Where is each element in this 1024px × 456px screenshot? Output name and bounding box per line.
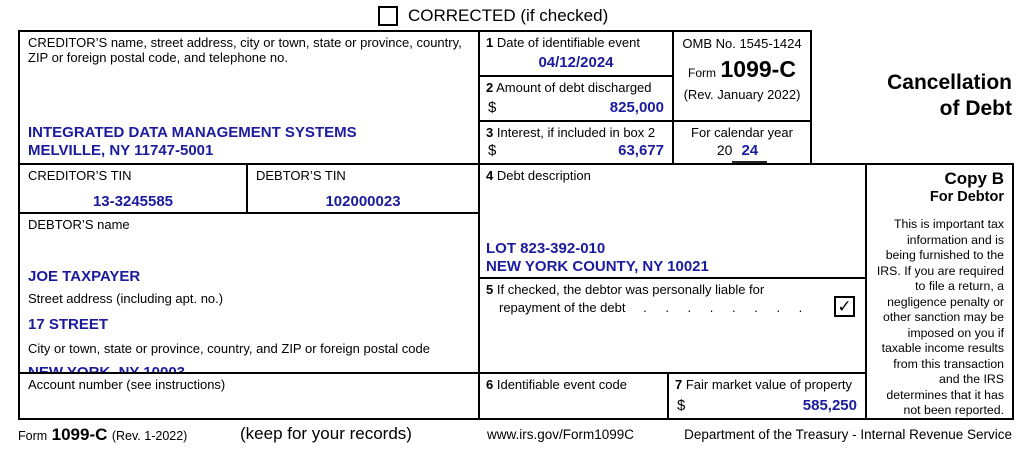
box2-label: Amount of debt discharged [496,80,652,95]
copy-subtitle: For Debtor [929,189,1004,205]
copy-instructions: This is important tax information and is being furnished to the IRS. If you are required to file a return, a negligence penalty or other sanction may be imposed on you if taxable income results from this transaction and the IRS determines that it has not been reported. [876,217,1004,417]
form-title [792,70,1012,122]
omb-form-box [672,30,812,122]
box5-dot-leaders: . . . . . . . . [643,300,803,315]
creditor-name-value: INTEGRATED DATA MANAGEMENT SYSTEMS [28,124,357,141]
box1-number: 1 [486,35,494,50]
checkmark-icon: ✓ [837,297,852,316]
debtor-city-label: City or town, state or province, country, and ZIP or foreign postal code [28,341,430,356]
account-number-label: Account number (see instructions) [28,377,226,392]
box5-liable-checkbox[interactable] [834,296,855,317]
box2-number: 2 [486,80,494,95]
box1-value: 04/12/2024 [538,54,614,71]
copy-b-box [865,163,1014,420]
box7-label: Fair market value of property [685,377,853,392]
box4-value-line1: LOT 823-392-010 [486,240,606,257]
box7-currency-symbol: $ [677,397,686,414]
creditor-info-label: CREDITOR’S name, street address, city or town, state or province, country, ZIP or foreign postal code, and telephone no. [28,35,462,65]
box5-label-line1: If checked, the debtor was personally liable for [496,282,765,297]
corrected-checkbox[interactable] [378,6,398,26]
box7-value: 585,250 [802,397,857,414]
footer-form-id [18,425,187,445]
box1-label: Date of identifiable event [496,35,640,50]
box4-value-line2: NEW YORK COUNTY, NY 10021 [486,258,709,275]
footer-irs-url: www.irs.gov/Form1099C [487,427,635,442]
form-number-line [678,56,806,83]
creditor-tin-value: 13-3245585 [92,193,174,210]
box3-interest-included [478,120,674,165]
footer-agency: Department of the Treasury - Internal Revenue Service [684,427,1012,442]
box3-currency-symbol: $ [488,142,497,159]
creditor-address-value: MELVILLE, NY 11747-5001 [28,142,214,159]
box3-value: 63,677 [618,142,664,159]
form-title-line2: of Debt [939,97,1012,120]
omb-number: OMB No. 1545-1424 [682,36,802,51]
footer-keep-note: (keep for your records) [240,424,412,443]
box5-number: 5 [486,282,494,297]
debtor-street-value: 17 STREET [28,316,109,333]
box2-value: 825,000 [609,99,664,116]
box4-number: 4 [486,168,494,183]
box6-identifiable-event-code [478,372,669,420]
form-revision: (Rev. January 2022) [683,87,801,102]
box7-fair-market-value [667,372,867,420]
box4-debt-description [478,163,867,279]
creditor-tin-box [18,163,248,214]
creditor-info-box [18,30,480,165]
box3-label: Interest, if included in box 2 [496,125,656,140]
footer-form-number: 1099-C [51,425,108,444]
box5-label-line2: repayment of the debt [499,300,626,315]
footer-revision: (Rev. 1-2022) [111,429,188,443]
box2-currency-symbol: $ [488,99,497,116]
box2-amount-of-debt-discharged [478,75,674,122]
calendar-year-prefix: 20 [716,142,733,158]
box6-label: Identifiable event code [496,377,627,392]
box6-number: 6 [486,377,494,392]
debtor-street-label: Street address (including apt. no.) [28,291,224,306]
debtor-tin-box [246,163,480,214]
form-number: 1099-C [720,56,796,82]
debtor-info-box [18,212,480,374]
box5-personally-liable [478,277,867,374]
debtor-name-label: DEBTOR’S name [28,217,130,232]
creditor-tin-label: CREDITOR’S TIN [28,168,132,183]
calendar-year-label: For calendar year [691,125,793,140]
box1-date-of-identifiable-event [478,30,674,77]
form-word: Form [688,66,717,80]
copy-title: Copy B [944,169,1004,188]
debtor-tin-label: DEBTOR’S TIN [256,168,346,183]
box4-label: Debt description [496,168,591,183]
calendar-year-value: 24 [732,142,767,163]
box7-number: 7 [675,377,683,392]
debtor-tin-value: 102000023 [325,193,401,210]
calendar-year-box [672,120,812,165]
debtor-name-value: JOE TAXPAYER [28,268,141,285]
box3-number: 3 [486,125,494,140]
form-title-line1: Cancellation [887,71,1012,94]
corrected-label: CORRECTED (if checked) [408,6,609,25]
account-number-box [18,372,480,420]
footer-form-word: Form [18,429,48,443]
